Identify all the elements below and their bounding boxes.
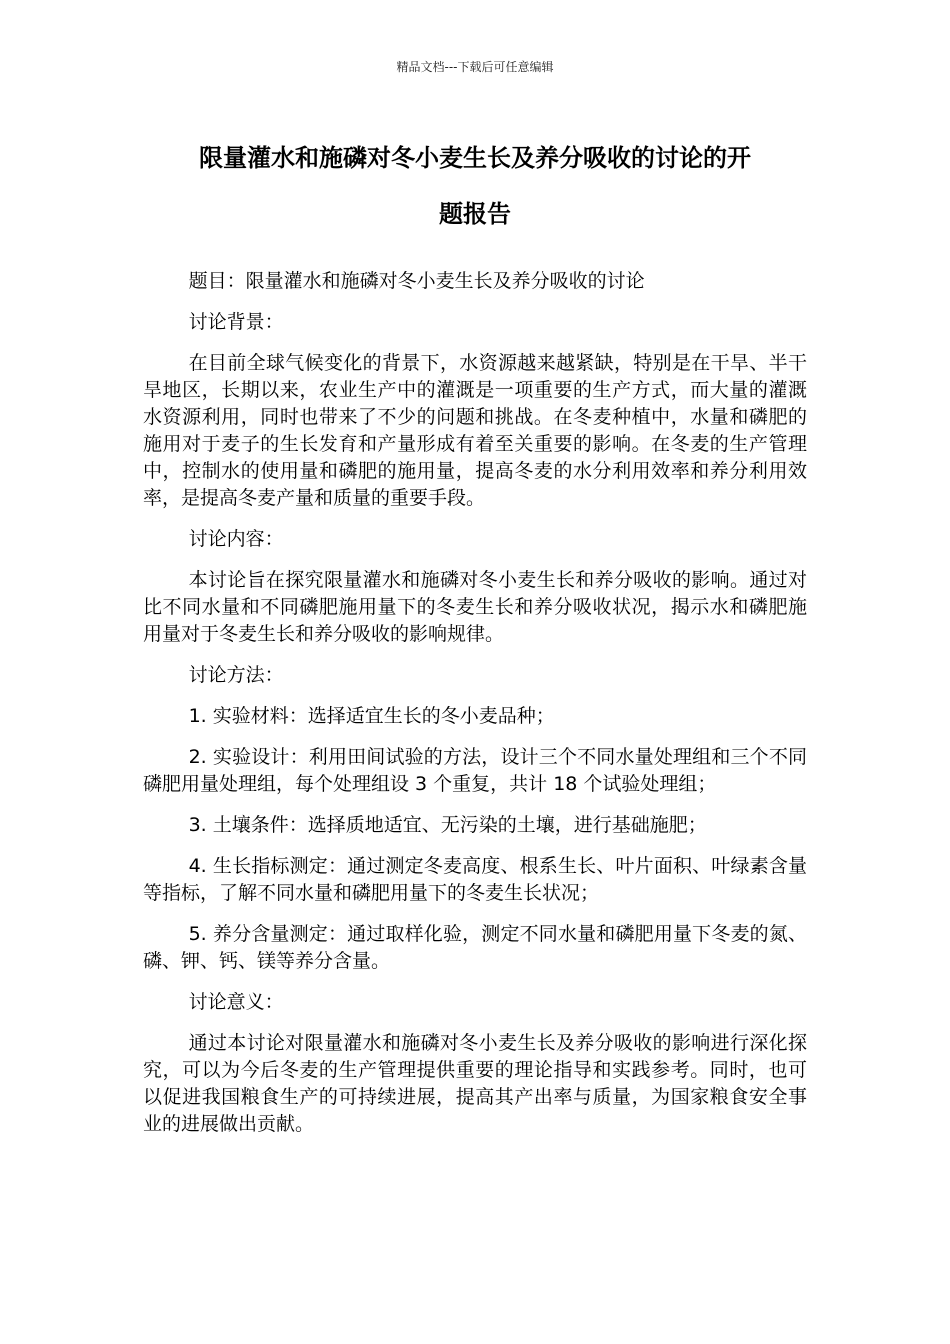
method-item-2: 2. 实验设计：利用田间试验的方法，设计三个不同水量处理组和三个不同磷肥用量处理组，每个处理组设 3 个重复，共计 18 个试验处理组； <box>143 746 807 795</box>
section-heading-significance: 讨论意义： <box>188 991 284 1013</box>
section-heading-content: 讨论内容： <box>188 528 284 550</box>
title-line-1: 限量灌水和施磷对冬小麦生长及养分吸收的讨论的开 <box>199 144 751 172</box>
section-heading-method: 讨论方法： <box>188 664 284 686</box>
significance-paragraph: 通过本讨论对限量灌水和施磷对冬小麦生长及养分吸收的影响进行深化探究，可以为今后冬麦的生产管理提供重要的理论指导和实践参考。同时，也可以促进我国粮食生产的可持续进展，提高其产出率与质量，为国家粮食安全事业的进展做出贡献。 <box>143 1032 807 1135</box>
method-item-3: 3. 土壤条件：选择质地适宜、无污染的土壤，进行基础施肥； <box>188 814 707 836</box>
content-paragraph: 本讨论旨在探究限量灌水和施磷对冬小麦生长和养分吸收的影响。通过对比不同水量和不同磷肥施用量下的冬麦生长和养分吸收状况，揭示水和磷肥施用量对于冬麦生长和养分吸收的影响规律。 <box>143 569 807 645</box>
method-item-4: 4. 生长指标测定：通过测定冬麦高度、根系生长、叶片面积、叶绿素含量等指标，了解不同水量和磷肥用量下的冬麦生长状况； <box>143 855 807 904</box>
header-note: 精品文档---下载后可任意编辑 <box>396 60 554 74</box>
method-item-5: 5. 养分含量测定：通过取样化验，测定不同水量和磷肥用量下冬麦的氮、磷、钾、钙、镁等养分含量。 <box>143 923 807 972</box>
section-heading-background: 讨论背景： <box>188 311 284 333</box>
method-item-1: 1. 实验材料：选择适宜生长的冬小麦品种； <box>188 705 555 727</box>
background-paragraph: 在目前全球气候变化的背景下，水资源越来越紧缺，特别是在干旱、半干旱地区，长期以来，农业生产中的灌溉是一项重要的生产方式，而大量的灌溉水资源利用，同时也带来了不少的问题和挑战。在冬麦种植中，水量和磷肥的施用对于麦子的生长发育和产量形成有着至关重要的影响。在冬麦的生产管理中，控制水的使用量和磷肥的施用量，提高冬麦的水分利用效率和养分利用效率，是提高冬麦产量和质量的重要手段。 <box>143 352 807 509</box>
document-body <box>143 268 807 1152</box>
title-line-2: 题报告 <box>439 200 511 228</box>
document-title <box>143 130 807 242</box>
topic-line: 题目：限量灌水和施磷对冬小麦生长及养分吸收的讨论 <box>188 270 645 292</box>
